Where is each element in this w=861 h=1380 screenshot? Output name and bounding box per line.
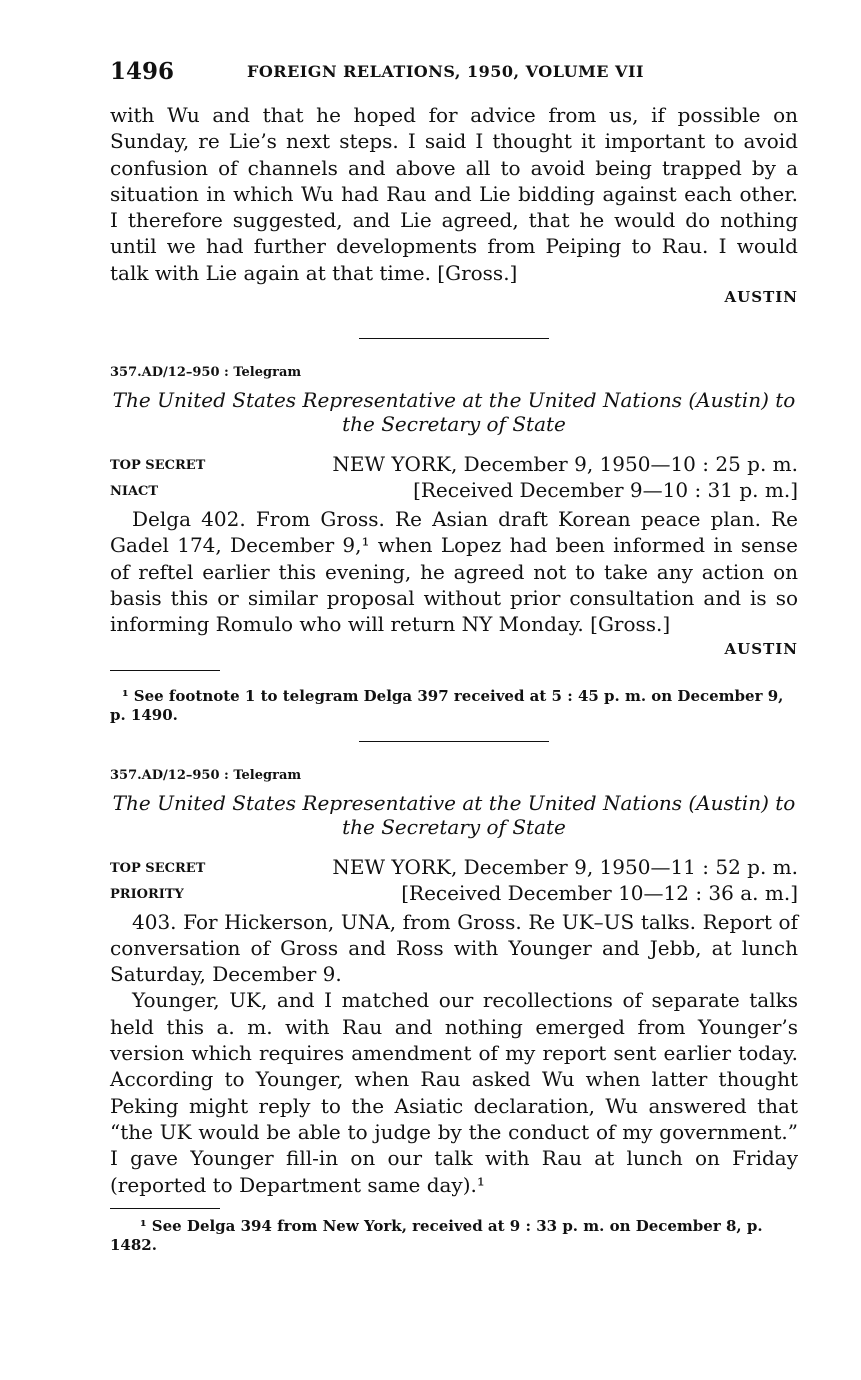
title-line: the Secretary of State [342, 412, 566, 437]
precedence-row [110, 478, 798, 502]
file-number: 357.AD/12–950 : Telegram [110, 767, 302, 783]
telegram-body: 403. For Hickerson, UNA, from Gross. Re UK–US talks. Report of conversation of Gross and Ross with Younger and Jebb, at lunch Saturday, December 9. [110, 909, 798, 987]
footnote: ¹ See Delga 394 from New York, received at 9 : 33 p. m. on December 8, p. 1482. [110, 1216, 763, 1254]
title-line: The United States Representative at the United Nations (Austin) to [112, 388, 796, 413]
classification-row [110, 452, 798, 476]
telegram-body: Younger, UK, and I matched our recollections of separate talks held this a. m. with Rau and nothing emerged from Younger’s version which requires amendment of my report sent earlier today. According to Younger, when Rau asked Wu when latter thought Peking might reply to the Asiatic declaration, Wu answered that “the UK would be able to judge by the conduct of my government.” I gave Younger fill-in on our talk with Rau at lunch on Friday (reported to Department same day).¹ [110, 988, 798, 1197]
document-title [110, 791, 798, 839]
document-page [110, 58, 798, 1255]
page-header [110, 58, 798, 92]
footnote: ¹ See footnote 1 to telegram Delga 397 received at 5 : 45 p. m. on December 9, p. 1490. [110, 686, 784, 724]
precedence: PRIORITY [110, 886, 184, 902]
classification: TOP SECRET [110, 860, 206, 876]
dateline: NEW YORK, December 9, 1950—10 : 25 p. m. [332, 452, 798, 477]
classification-row [110, 855, 798, 879]
continued-paragraph: with Wu and that he hoped for advice from us, if possible on Sunday, re Lie’s next steps. I said I thought it important to avoid confusion of channels and above all to avoid being trapped by a situation in which Wu had Rau and Lie bidding against each other. I therefore suggested, and Lie agreed, that he would do nothing until we had further developments from Peiping to Rau. I would talk with Lie again at that time. [Gross.] [110, 103, 798, 285]
title-line: The United States Representative at the United Nations (Austin) to [112, 790, 796, 815]
signature: AUSTIN [724, 288, 798, 307]
classification: TOP SECRET [110, 458, 206, 474]
file-number: 357.AD/12–950 : Telegram [110, 365, 302, 381]
received-line: [Received December 10—12 : 36 a. m.] [401, 880, 798, 905]
received-line: [Received December 9—10 : 31 p. m.] [413, 478, 798, 503]
document-title [110, 388, 798, 436]
signature: AUSTIN [724, 639, 798, 658]
precedence-row [110, 881, 798, 905]
running-head: FOREIGN RELATIONS, 1950, VOLUME VII [247, 62, 644, 81]
precedence: NIACT [110, 484, 159, 500]
telegram-body: Delga 402. From Gross. Re Asian draft Korean peace plan. Re Gadel 174, December 9,¹ when Lopez had been informed in sense of reftel earlier this evening, he agreed not to take any action on basis this or similar proposal without prior consultation and is so informing Romulo who will return NY Monday. [Gross.] [110, 507, 798, 637]
dateline: NEW YORK, December 9, 1950—11 : 52 p. m. [332, 854, 798, 879]
title-line: the Secretary of State [342, 814, 566, 839]
page-number: 1496 [110, 58, 175, 85]
